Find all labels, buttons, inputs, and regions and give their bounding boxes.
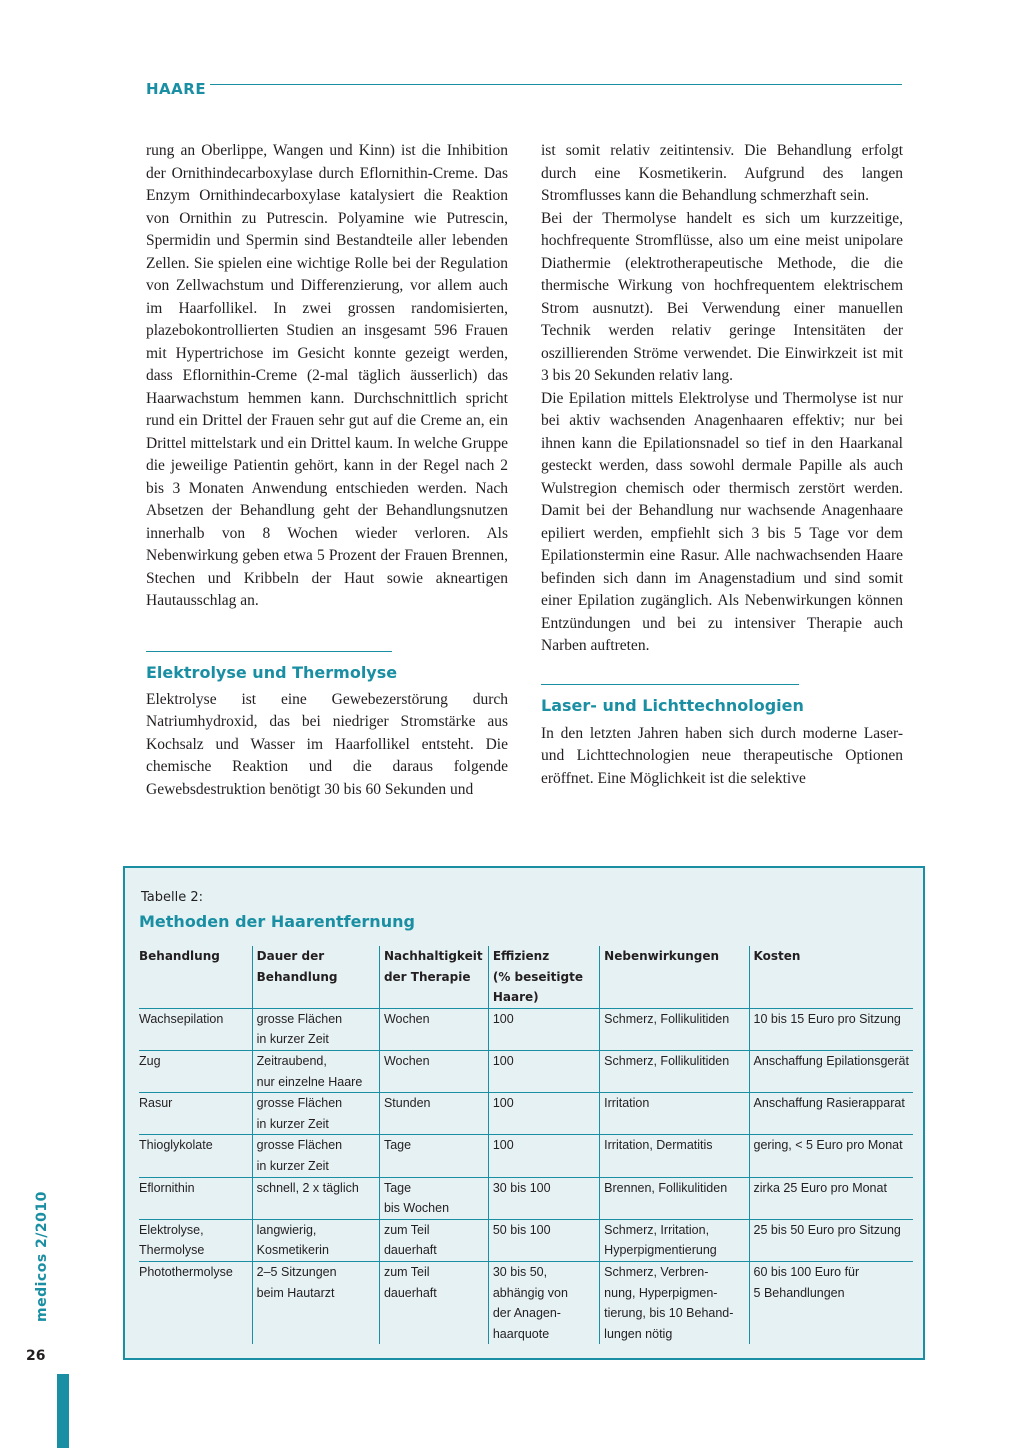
- table-cell: [379, 1261, 488, 1344]
- paragraph-epilation: Die Epilation mittels Elektrolyse und Thermolyse ist nur bei aktiv wachsenden Anagenhaaren effektiv; nur bei ihnen kann die Epilationsnadel so tief in den Haarkanal gesteckt werden, dass sowohl dermale Papille als auch Wulstregion chemisch oder thermisch zerstört werden. Damit bei der Behandlung nur wachsende Anagenhaare epiliert werden, empfiehlt sich 3 bis 5 Tage vor dem Epilationstermin eine Rasur. Alle nachwachsenden Haare befinden sich dann im Anagenstadium und sind somit einer Epilation zugänglich. Als Nebenwirkungen können Entzündungen und bei zu intensiver Therapie auch Narben auftreten.: [541, 389, 903, 654]
- cell-line: Zeitraubend,: [256, 1053, 327, 1068]
- cell-line: Tage: [383, 1180, 412, 1195]
- cell-line: 5 Behandlungen: [753, 1285, 845, 1300]
- cell-line: der Therapie: [383, 969, 471, 984]
- cell-line: 100: [492, 1011, 514, 1026]
- page-number: 26: [26, 1348, 46, 1364]
- table-header-cell: [600, 946, 749, 1008]
- right-column: [541, 140, 903, 790]
- table-cell: [139, 1050, 252, 1092]
- table-row: [139, 1093, 913, 1135]
- journal-issue: medicos 2/2010: [34, 1191, 50, 1322]
- cell-line: Thermolyse: [139, 1243, 205, 1258]
- cell-line: Schmerz, Verbren-: [604, 1264, 709, 1279]
- table-cell: [252, 1219, 379, 1261]
- table-cell: [488, 1093, 599, 1135]
- cell-line: grosse Flächen: [256, 1011, 343, 1026]
- table-row: [139, 1008, 913, 1050]
- cell-line: in kurzer Zeit: [256, 1158, 329, 1173]
- table-cell: [379, 1135, 488, 1177]
- cell-line: Irritation, Dermatitis: [604, 1138, 713, 1153]
- table-cell: [379, 1219, 488, 1261]
- table-cell: [600, 1177, 749, 1219]
- cell-line: 100: [492, 1096, 514, 1111]
- methods-table: [139, 946, 913, 1344]
- cell-line: Behandlung: [256, 969, 338, 984]
- table-header-cell: [488, 946, 599, 1008]
- table-cell: [139, 1177, 252, 1219]
- table-cell: [488, 1135, 599, 1177]
- subheading-laser: Laser- und Lichttechnologien: [541, 695, 804, 715]
- table-cell: [600, 1135, 749, 1177]
- cell-line: tierung, bis 10 Behand-: [604, 1306, 734, 1321]
- cell-line: zirka 25 Euro pro Monat: [753, 1180, 887, 1195]
- table-row: [139, 1177, 913, 1219]
- table-cell: [379, 1093, 488, 1135]
- cell-line: Kosmetikerin: [256, 1243, 329, 1258]
- cell-line: (% beseitigte: [492, 969, 583, 984]
- cell-line: 30 bis 100: [492, 1180, 551, 1195]
- table-title: Methoden der Haarentfernung: [139, 912, 415, 931]
- table-header-cell: [749, 946, 913, 1008]
- table-cell: [252, 1135, 379, 1177]
- table-box: [123, 866, 925, 1360]
- cell-line: bis Wochen: [383, 1201, 450, 1216]
- table-cell: [749, 1008, 913, 1050]
- cell-line: Haare): [492, 990, 539, 1005]
- cell-line: 30 bis 50,: [492, 1264, 548, 1279]
- cell-line: nur einzelne Haare: [256, 1074, 363, 1089]
- page-accent-bar: [57, 1374, 69, 1448]
- table-cell: [379, 1008, 488, 1050]
- cell-line: Rasur: [139, 1096, 173, 1111]
- cell-line: Eflornithin: [139, 1180, 195, 1195]
- cell-line: Anschaffung Rasierapparat: [753, 1096, 905, 1111]
- cell-line: langwierig,: [256, 1222, 317, 1237]
- table-cell: [252, 1261, 379, 1344]
- cell-line: abhängig von: [492, 1285, 568, 1300]
- cell-line: zum Teil: [383, 1222, 430, 1237]
- table-header-cell: [252, 946, 379, 1008]
- cell-line: 60 bis 100 Euro für: [753, 1264, 860, 1279]
- cell-line: Schmerz, Follikulitiden: [604, 1053, 730, 1068]
- cell-line: Schmerz, Irritation,: [604, 1222, 710, 1237]
- table-cell: [379, 1050, 488, 1092]
- table-cell: [488, 1050, 599, 1092]
- table-cell: [488, 1177, 599, 1219]
- table-cell: [749, 1261, 913, 1344]
- cell-line: dauerhaft: [383, 1243, 437, 1258]
- cell-line: 2–5 Sitzungen: [256, 1264, 337, 1279]
- cell-line: Elektrolyse,: [139, 1222, 204, 1237]
- cell-line: Dauer der: [256, 949, 325, 963]
- intro-paragraph: rung an Oberlippe, Wangen und Kinn) ist die Inhibition der Ornithindecarboxylase durch Eflornithin-Creme. Das Enzym Ornithindecarboxylase katalysiert die Reaktion von Ornithin zu Putrescin. Polyamine wie Putrescin, Spermidin und Spermin sind Bestandteile aller lebenden Zellen. Sie spielen eine wichtige Rolle bei der Regulation von Zellwachstum und Differenzierung, vor allem auch im Haarfollikel. In zwei grossen randomisierten, plazebokontrollierten Studien an insgesamt 596 Frauen mit Hypertrichose im Gesicht konnte gezeigt werden, dass Eflornithin-Creme (2-mal täglich äusserlich) das Haarwachstum hemmen kann. Durchschnittlich spricht rund ein Drittel der Frauen sehr gut auf die Creme an, ein Drittel mittelstark und ein Drittel kaum. In welche Gruppe die jeweilige Patientin gehört, kann in der Regel nach 2 bis 3 Monaten Anwendung entschieden werden. Nach Absetzen der Behandlung geht der Behandlungsnutzen innerhalb von 8 Wochen wieder verloren. Als Nebenwirkung geben etwa 5 Prozent der Frauen Brennen, Stechen und Kribbeln der Haut sowie akneartigen Hautausschlag an.: [146, 142, 508, 609]
- table-row: [139, 1135, 913, 1177]
- table-cell: [252, 1177, 379, 1219]
- cell-line: Effizienz: [492, 949, 550, 963]
- cell-line: 50 bis 100: [492, 1222, 551, 1237]
- table-cell: [252, 1008, 379, 1050]
- cell-line: Tage: [383, 1138, 412, 1153]
- table-cell: [600, 1219, 749, 1261]
- subheading-rule: [146, 651, 392, 652]
- table-header-cell: [379, 946, 488, 1008]
- table-cell: [600, 1050, 749, 1092]
- cell-line: Brennen, Follikulitiden: [604, 1180, 728, 1195]
- table-header-row: [139, 946, 913, 1008]
- table-cell: [139, 1135, 252, 1177]
- left-column: [146, 140, 508, 801]
- cell-line: Wochen: [383, 1011, 430, 1026]
- cell-line: der Anagen-: [492, 1306, 561, 1321]
- table-row: [139, 1261, 913, 1344]
- cell-line: Zug: [139, 1053, 161, 1068]
- table-body: [139, 1008, 913, 1344]
- cell-line: zum Teil: [383, 1264, 430, 1279]
- cell-line: lungen nötig: [604, 1326, 673, 1341]
- table-cell: [488, 1219, 599, 1261]
- laser-paragraph: In den letzten Jahren haben sich durch moderne Laser- und Lichttechnologien neue therapeutische Optionen eröffnet. Eine Möglichkeit ist die selektive: [541, 724, 903, 787]
- table-row: [139, 1050, 913, 1092]
- paragraph-thermolyse: Bei der Thermolyse handelt es sich um kurzzeitige, hochfrequente Stromflüsse, also um eine meist unipolare Diathermie (elektrotherapeutische Methode, die die thermische Wirkung von hochfrequentem elektrischem Strom ausnutzt). Bei Verwendung einer manuellen Technik werden relativ geringe Intensitäten der oszillierenden Ströme verwendet. Die Einwirkzeit ist mit 3 bis 20 Sekunden relativ lang.: [541, 209, 903, 384]
- cell-line: Kosten: [753, 949, 801, 963]
- cell-line: Anschaffung Epilationsgerät: [753, 1053, 909, 1068]
- table-caption: Tabelle 2:: [141, 890, 204, 905]
- table-cell: [252, 1093, 379, 1135]
- cell-line: Irritation: [604, 1096, 650, 1111]
- header-rule: [210, 84, 902, 85]
- paragraph-treatment: ist somit relativ zeitintensiv. Die Behandlung erfolgt durch eine Kosmetikerin. Aufgrund des langen Stromflusses kann die Behandlung schmerzhaft sein.: [541, 142, 903, 204]
- cell-line: Thioglykolate: [139, 1138, 213, 1153]
- cell-line: nung, Hyperpigmen-: [604, 1285, 718, 1300]
- table-cell: [252, 1050, 379, 1092]
- table-cell: [139, 1219, 252, 1261]
- cell-line: Behandlung: [139, 949, 220, 963]
- cell-line: in kurzer Zeit: [256, 1032, 329, 1047]
- table-cell: [379, 1177, 488, 1219]
- table-cell: [139, 1008, 252, 1050]
- cell-line: in kurzer Zeit: [256, 1116, 329, 1131]
- table-cell: [139, 1261, 252, 1344]
- subheading-elektrolyse: Elektrolyse und Thermolyse: [146, 662, 398, 682]
- cell-line: dauerhaft: [383, 1285, 437, 1300]
- table-row: [139, 1219, 913, 1261]
- cell-line: haarquote: [492, 1326, 550, 1341]
- cell-line: 10 bis 15 Euro pro Sitzung: [753, 1011, 901, 1026]
- table-cell: [600, 1093, 749, 1135]
- cell-line: Nachhaltigkeit: [383, 949, 483, 963]
- cell-line: 100: [492, 1053, 514, 1068]
- table-header-cell: [139, 946, 252, 1008]
- cell-line: Wachsepilation: [139, 1011, 224, 1026]
- cell-line: Hyperpigmentierung: [604, 1243, 717, 1258]
- cell-line: grosse Flächen: [256, 1138, 343, 1153]
- cell-line: Wochen: [383, 1053, 430, 1068]
- elektrolyse-paragraph: Elektrolyse ist eine Gewebezerstörung durch Natriumhydroxid, das bei niedriger Stromstärke aus Kochsalz und Wasser im Haarfollikel entsteht. Die chemische Reaktion und die daraus folgende Gewebsdestruktion benötigt 30 bis 60 Sekunden und: [146, 690, 508, 798]
- cell-line: Photothermolyse: [139, 1264, 233, 1279]
- table-cell: [600, 1261, 749, 1344]
- section-label: HAARE: [146, 80, 207, 98]
- table-cell: [600, 1008, 749, 1050]
- cell-line: 25 bis 50 Euro pro Sitzung: [753, 1222, 901, 1237]
- table-cell: [749, 1093, 913, 1135]
- cell-line: Schmerz, Follikulitiden: [604, 1011, 730, 1026]
- cell-line: 100: [492, 1138, 514, 1153]
- table-cell: [749, 1177, 913, 1219]
- subheading-rule: [541, 684, 799, 685]
- cell-line: beim Hautarzt: [256, 1285, 335, 1300]
- table-cell: [488, 1008, 599, 1050]
- cell-line: Nebenwirkungen: [604, 949, 720, 963]
- table-cell: [488, 1261, 599, 1344]
- cell-line: gering, < 5 Euro pro Monat: [753, 1138, 903, 1153]
- table-cell: [749, 1219, 913, 1261]
- cell-line: schnell, 2 x täglich: [256, 1180, 359, 1195]
- cell-line: Stunden: [383, 1096, 431, 1111]
- table-cell: [139, 1093, 252, 1135]
- table-cell: [749, 1135, 913, 1177]
- table-cell: [749, 1050, 913, 1092]
- cell-line: grosse Flächen: [256, 1096, 343, 1111]
